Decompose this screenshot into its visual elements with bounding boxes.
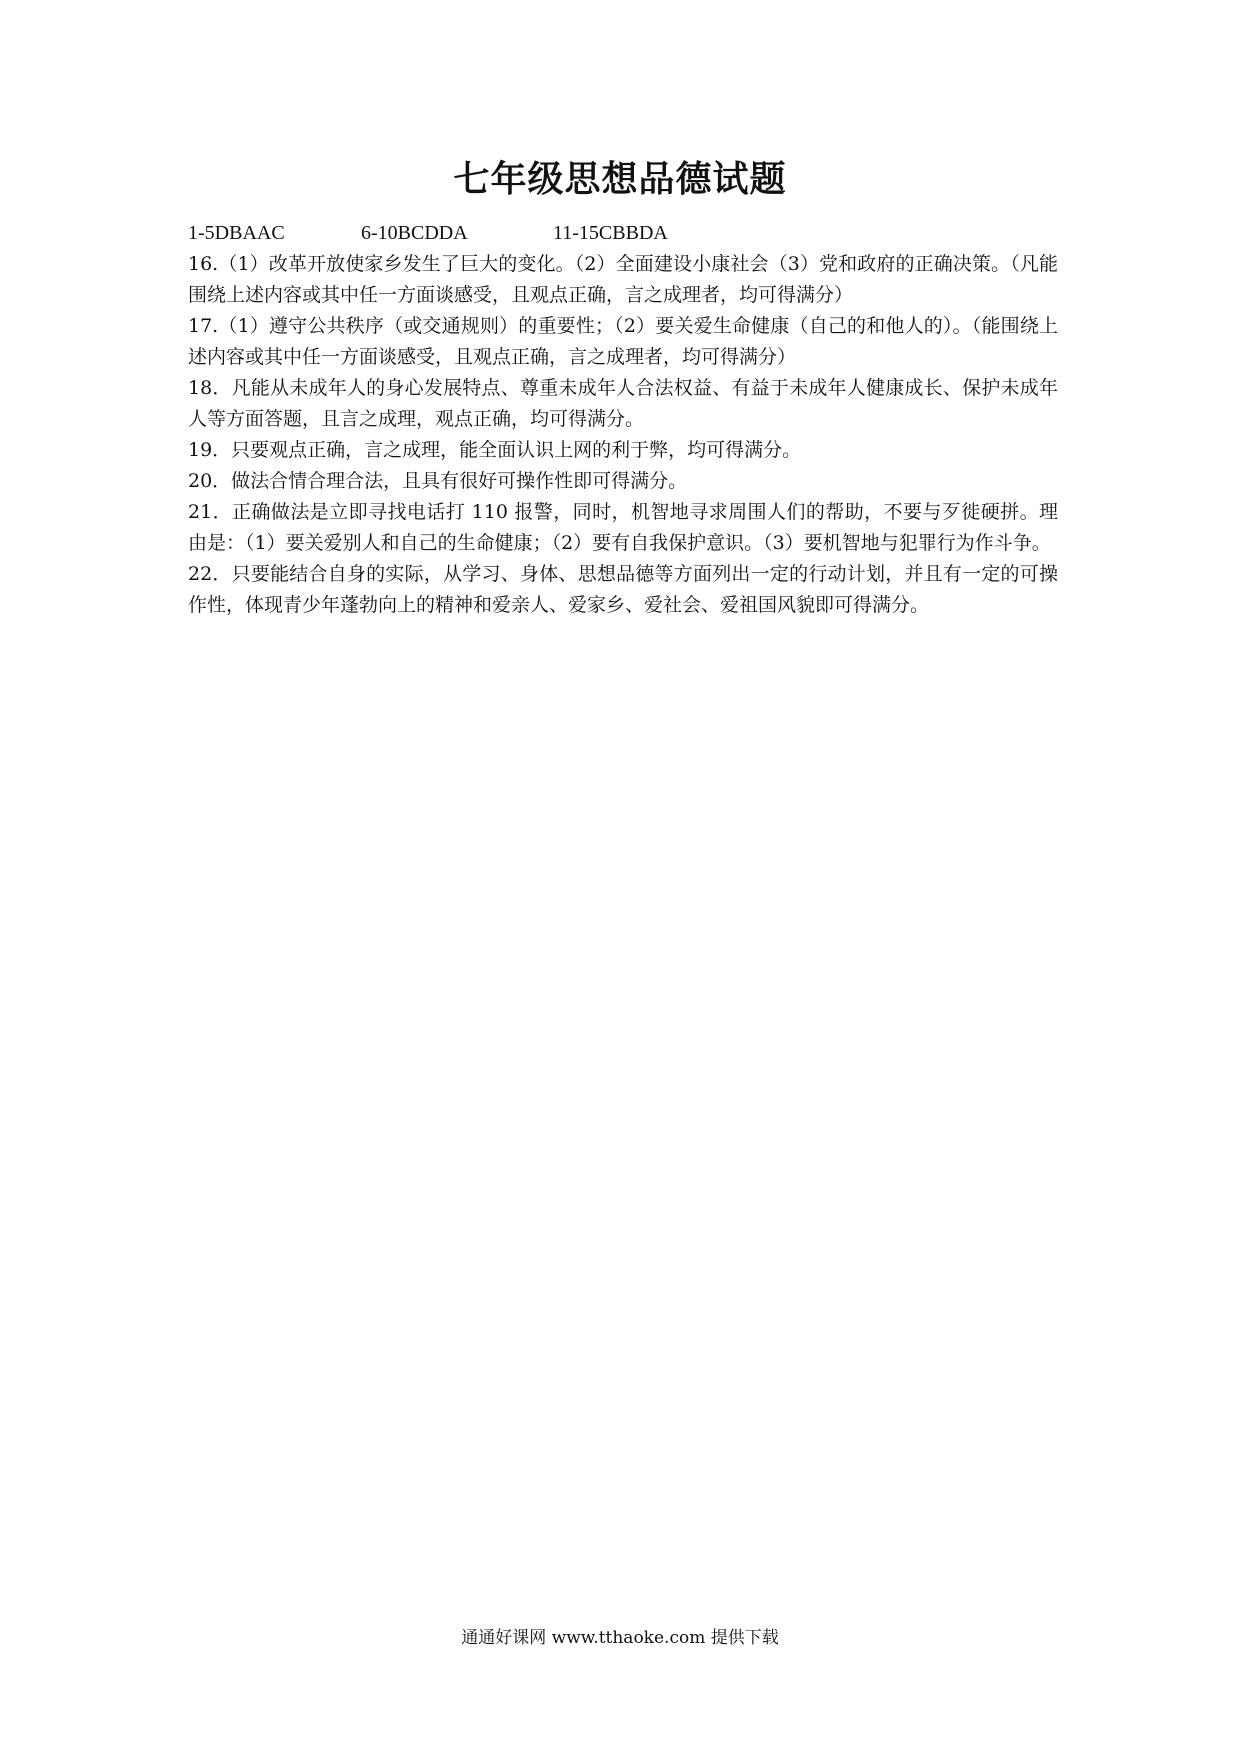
- answer-21: 21．正确做法是立即寻找电话打 110 报警，同时，机智地寻求周围人们的帮助，不要与歹徙硬拼。理由是：（1）要关爱别人和自己的生命健康；（2）要有自我保护意识。（3）要机智地与犯罪行为作斗争。: [188, 501, 1058, 554]
- answer-content: [188, 218, 1058, 621]
- answer-16: 16.（1）改革开放使家乡发生了巨大的变化。（2）全面建设小康社会（3）党和政府的正确决策。（凡能围绕上述内容或其中任一方面谈感受，且观点正确，言之成理者，均可得满分）: [188, 253, 1058, 306]
- page-footer: 通通好课网 www.tthaoke.com 提供下载: [461, 1628, 779, 1648]
- answer-18: 18．凡能从未成年人的身心发展特点、尊重未成年人合法权益、有益于未成年人健康成长、保护未成年人等方面答题，且言之成理，观点正确，均可得满分。: [188, 377, 1058, 430]
- choice-answers-6-10: 6-10BCDDA: [361, 222, 468, 244]
- answer-19: 19．只要观点正确，言之成理，能全面认识上网的利于弊，均可得满分。: [188, 439, 802, 461]
- choice-answers-1-5: 1-5DBAAC: [188, 222, 285, 244]
- choice-answers-row: [188, 218, 1058, 249]
- answer-22: 22．只要能结合自身的实际，从学习、身体、思想品德等方面列出一定的行动计划，并且有一定的可操作性，体现青少年蓬勃向上的精神和爱亲人、爱家乡、爱社会、爱祖国风貌即可得满分。: [188, 563, 1058, 616]
- page-title: 七年级思想品德试题: [453, 159, 787, 200]
- answer-17: 17.（1）遵守公共秩序（或交通规则）的重要性；（2）要关爱生命健康（自己的和他人的）。（能围绕上述内容或其中任一方面谈感受，且观点正确，言之成理者，均可得满分）: [188, 315, 1058, 368]
- answer-20: 20．做法合情合理合法，且具有很好可操作性即可得满分。: [188, 470, 688, 492]
- choice-answers-11-15: 11-15CBBDA: [553, 222, 668, 244]
